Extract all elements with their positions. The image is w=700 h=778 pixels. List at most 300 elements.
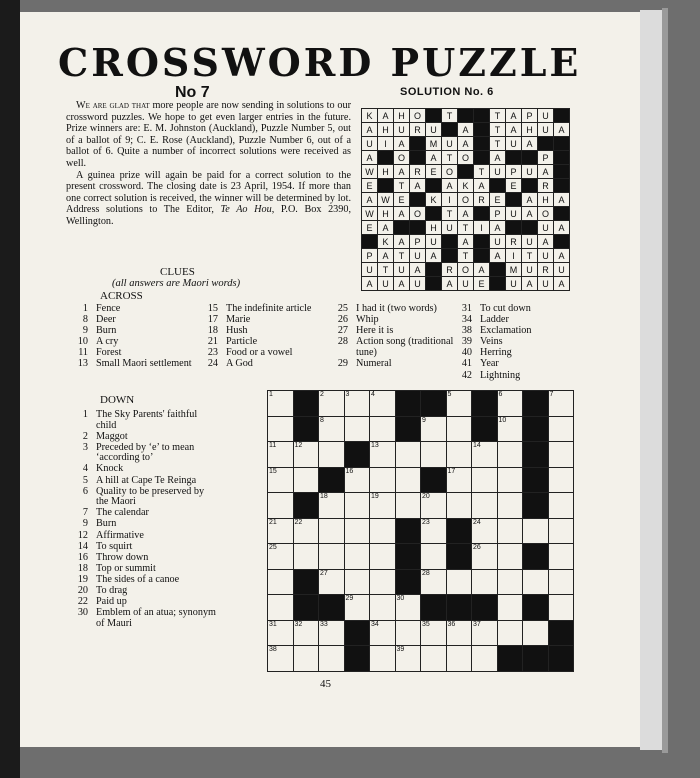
clue-item [326, 315, 461, 326]
clue-number: 27 [337, 325, 348, 337]
grid-cell[interactable] [548, 493, 574, 519]
solution-letter-cell: U [538, 277, 554, 291]
solution-letter-cell: U [410, 249, 426, 263]
clue-number: 11 [78, 347, 88, 359]
clue-text: Marie [226, 314, 251, 326]
grid-cell[interactable] [344, 544, 370, 570]
solution-black-cell [394, 221, 410, 235]
grid-cell[interactable] [319, 442, 345, 468]
clue-item [450, 348, 590, 359]
grid-cell[interactable] [344, 595, 370, 621]
grid-cell[interactable] [446, 391, 472, 417]
grid-cell[interactable] [344, 493, 370, 519]
solution-letter-cell: A [522, 137, 538, 151]
solution-letter-cell: T [474, 165, 490, 179]
solution-letter-cell: A [362, 277, 378, 291]
grid-cell[interactable] [370, 493, 396, 519]
grid-black-cell [293, 416, 319, 442]
grid-cell[interactable] [523, 569, 549, 595]
clue-text: To cut down [480, 303, 531, 314]
solution-letter-cell: E [474, 277, 490, 291]
grid-black-cell [344, 442, 370, 468]
grid-cell[interactable] [446, 442, 472, 468]
grid-cell-number: 31 [269, 620, 277, 628]
grid-black-cell [523, 544, 549, 570]
grid-cell[interactable] [319, 646, 345, 672]
grid-cell[interactable] [548, 544, 574, 570]
solution-letter-cell: A [394, 235, 410, 249]
grid-cell-number: 25 [269, 544, 277, 551]
grid-cell[interactable] [344, 518, 370, 544]
solution-letter-cell: U [506, 137, 522, 151]
solution-letter-cell: R [410, 123, 426, 137]
grid-cell[interactable] [497, 569, 523, 595]
solution-letter-cell: T [442, 109, 458, 123]
clue-item [66, 508, 216, 519]
clue-item [196, 359, 336, 370]
grid-cell[interactable] [395, 595, 421, 621]
grid-cell-number: 15 [269, 467, 277, 475]
clue-item [66, 359, 206, 370]
solution-letter-cell: P [410, 235, 426, 249]
across-heading: ACROSS [100, 290, 143, 302]
grid-black-cell [395, 391, 421, 417]
grid-cell-number: 24 [473, 518, 481, 526]
solution-letter-cell: A [394, 277, 410, 291]
grid-cell[interactable] [370, 391, 396, 417]
grid-cell[interactable] [268, 544, 294, 570]
grid-cell-number: 6 [498, 391, 503, 398]
grid-cell[interactable] [344, 391, 370, 417]
grid-cell-number: 17 [447, 467, 456, 475]
grid-cell[interactable] [370, 544, 396, 570]
grid-black-cell [472, 416, 498, 442]
grid-cell[interactable] [319, 493, 345, 519]
solution-letter-cell: A [442, 179, 458, 193]
grid-cell[interactable] [497, 467, 523, 493]
solution-letter-cell: A [554, 193, 570, 207]
solution-letter-cell: A [554, 221, 570, 235]
grid-black-cell [293, 569, 319, 595]
solution-letter-cell: A [442, 277, 458, 291]
grid-black-cell [395, 569, 421, 595]
across-column-3 [326, 304, 461, 370]
clue-text: I had it (two words) [356, 303, 437, 314]
solution-black-cell [554, 179, 570, 193]
grid-cell[interactable] [497, 595, 523, 621]
grid-cell-number: 10 [498, 416, 507, 424]
grid-cell[interactable] [446, 493, 472, 519]
grid-black-cell [421, 467, 447, 493]
grid-cell-number: 21 [269, 518, 277, 526]
grid-black-cell [293, 595, 319, 621]
solution-letter-cell: K [378, 235, 394, 249]
grid-cell[interactable] [523, 620, 549, 646]
clue-text: Whip [356, 314, 379, 326]
solution-letter-cell: O [458, 151, 474, 165]
solution-letter-cell: O [410, 109, 426, 123]
grid-cell[interactable] [472, 493, 498, 519]
clue-number: 14 [77, 540, 88, 552]
grid-cell[interactable] [319, 391, 345, 417]
solution-letter-cell: R [442, 263, 458, 277]
solution-letter-cell: R [474, 193, 490, 207]
clue-number: 8 [82, 314, 88, 326]
grid-cell-number: 39 [396, 646, 405, 653]
grid-cell[interactable] [395, 620, 421, 646]
grid-cell[interactable] [395, 467, 421, 493]
clue-number: 31 [461, 303, 472, 314]
grid-cell[interactable] [472, 620, 498, 646]
clue-item [196, 304, 336, 315]
solution-letter-cell: U [490, 235, 506, 249]
grid-cell[interactable] [344, 467, 370, 493]
grid-cell[interactable] [497, 416, 523, 442]
solution-letter-cell: P [490, 207, 506, 221]
page-spine-shadow [662, 8, 668, 753]
solution-black-cell [538, 137, 554, 151]
grid-cell[interactable] [472, 569, 498, 595]
grid-cell[interactable] [472, 646, 498, 672]
grid-cell[interactable] [319, 416, 345, 442]
clue-number: 9 [82, 518, 88, 530]
clue-item [66, 519, 216, 530]
clue-item [66, 304, 206, 315]
solution-black-cell [554, 109, 570, 123]
clue-text: Knock [96, 463, 124, 475]
solution-letter-cell: T [522, 249, 538, 263]
grid-cell[interactable] [472, 442, 498, 468]
grid-cell[interactable] [319, 544, 345, 570]
solution-black-cell [362, 235, 378, 249]
solution-letter-cell: K [426, 193, 442, 207]
grid-cell[interactable] [472, 544, 498, 570]
grid-black-cell [421, 595, 447, 621]
solution-black-cell [554, 151, 570, 165]
solution-letter-cell: A [522, 193, 538, 207]
solution-letter-cell: U [362, 263, 378, 277]
clue-text: Deer [96, 314, 116, 326]
grid-cell[interactable] [268, 467, 294, 493]
clue-item [196, 337, 336, 348]
grid-cell[interactable] [421, 442, 447, 468]
grid-cell-number: 38 [269, 646, 277, 653]
across-column-4 [450, 304, 590, 382]
clues-heading: CLUES [160, 266, 195, 278]
grid-cell[interactable] [497, 493, 523, 519]
grid-cell-number: 35 [422, 620, 430, 628]
clue-number: 25 [337, 303, 348, 314]
grid-cell[interactable] [497, 518, 523, 544]
grid-black-cell [523, 646, 549, 672]
solution-letter-cell: O [410, 207, 426, 221]
solution-letter-cell: A [362, 151, 378, 165]
grid-cell-number: 1 [269, 391, 273, 398]
clue-text: Forest [96, 347, 122, 359]
grid-cell-number: 27 [320, 569, 328, 577]
grid-cell-number: 36 [447, 620, 456, 628]
clue-item [66, 531, 216, 542]
clue-number: 22 [77, 596, 88, 608]
solution-black-cell [442, 123, 458, 137]
solution-letter-cell: U [522, 235, 538, 249]
grid-cell[interactable] [421, 493, 447, 519]
clue-text: A cry [96, 336, 119, 348]
solution-letter-cell: U [378, 277, 394, 291]
solution-letter-cell: T [442, 151, 458, 165]
clue-number: 30 [77, 607, 88, 619]
grid-cell[interactable] [395, 493, 421, 519]
solution-letter-cell: W [362, 207, 378, 221]
solution-letter-cell: A [458, 235, 474, 249]
grid-cell[interactable] [293, 518, 319, 544]
clue-item [326, 359, 461, 370]
grid-cell[interactable] [446, 569, 472, 595]
grid-cell[interactable] [446, 467, 472, 493]
grid-black-cell [395, 518, 421, 544]
solution-black-cell [474, 249, 490, 263]
grid-cell[interactable] [446, 620, 472, 646]
clue-text: Maggot [96, 430, 128, 442]
clue-item [326, 337, 461, 358]
grid-cell[interactable] [472, 467, 498, 493]
grid-black-cell [293, 391, 319, 417]
grid-cell-number: 30 [396, 595, 405, 602]
grid-cell[interactable] [395, 442, 421, 468]
grid-black-cell [293, 493, 319, 519]
grid-cell[interactable] [344, 416, 370, 442]
grid-cell[interactable] [370, 416, 396, 442]
grid-cell[interactable] [446, 646, 472, 672]
solution-letter-cell: A [362, 193, 378, 207]
clue-text: Throw down [96, 551, 149, 563]
solution-letter-cell: R [538, 179, 554, 193]
grid-cell[interactable] [548, 569, 574, 595]
solution-letter-cell: I [474, 221, 490, 235]
solution-black-cell [490, 263, 506, 277]
grid-cell[interactable] [421, 620, 447, 646]
grid-cell[interactable] [268, 620, 294, 646]
solution-letter-cell: O [458, 263, 474, 277]
grid-cell[interactable] [446, 416, 472, 442]
grid-cell[interactable] [497, 391, 523, 417]
down-column [66, 410, 216, 630]
grid-cell[interactable] [548, 442, 574, 468]
solution-letter-cell: A [410, 179, 426, 193]
solution-black-cell [474, 109, 490, 123]
grid-cell[interactable] [370, 518, 396, 544]
grid-cell[interactable] [548, 467, 574, 493]
solution-letter-cell: A [506, 123, 522, 137]
solution-letter-cell: T [378, 263, 394, 277]
grid-cell[interactable] [497, 442, 523, 468]
solution-letter-cell: U [394, 123, 410, 137]
grid-cell[interactable] [268, 595, 294, 621]
intro-text [66, 100, 351, 228]
grid-cell[interactable] [268, 518, 294, 544]
grid-cell[interactable] [421, 518, 447, 544]
clue-item [66, 542, 216, 553]
clue-number: 12 [77, 529, 88, 541]
grid-cell[interactable] [548, 391, 574, 417]
solution-letter-cell: A [394, 165, 410, 179]
grid-cell[interactable] [268, 416, 294, 442]
grid-cell[interactable] [370, 646, 396, 672]
solution-letter-cell: P [506, 165, 522, 179]
grid-cell[interactable] [293, 620, 319, 646]
solution-black-cell [426, 207, 442, 221]
clue-item [66, 575, 216, 586]
grid-cell[interactable] [523, 518, 549, 544]
solution-letter-cell: A [378, 249, 394, 263]
clue-number: 3 [82, 441, 88, 453]
grid-cell-number: 14 [473, 442, 481, 449]
grid-cell[interactable] [370, 467, 396, 493]
grid-cell[interactable] [370, 569, 396, 595]
clue-number: 29 [337, 357, 348, 369]
clue-text: The Sky Parents' faithful child [96, 409, 198, 431]
solution-letter-cell: E [394, 193, 410, 207]
solution-letter-cell: A [458, 207, 474, 221]
grid-cell[interactable] [421, 569, 447, 595]
grid-cell[interactable] [395, 646, 421, 672]
solution-letter-cell: U [394, 263, 410, 277]
clue-item [66, 476, 216, 487]
solution-letter-cell: U [442, 221, 458, 235]
intro-lead: We are glad that [76, 100, 150, 111]
solution-letter-cell: E [506, 179, 522, 193]
grid-cell-number: 2 [320, 391, 324, 398]
solution-letter-cell: U [442, 137, 458, 151]
grid-cell[interactable] [319, 620, 345, 646]
solution-black-cell [554, 165, 570, 179]
solution-black-cell [522, 151, 538, 165]
solution-black-cell [426, 179, 442, 193]
grid-cell[interactable] [421, 646, 447, 672]
grid-cell-number: 26 [473, 544, 481, 551]
solution-black-cell [458, 109, 474, 123]
solution-letter-cell: U [538, 249, 554, 263]
grid-cell[interactable] [293, 467, 319, 493]
grid-cell[interactable] [497, 620, 523, 646]
clue-text: A hill at Cape Te Reinga [96, 474, 197, 486]
solution-black-cell [506, 193, 522, 207]
grid-cell-number: 13 [371, 442, 379, 449]
grid-cell[interactable] [421, 416, 447, 442]
clue-item [66, 564, 216, 575]
grid-cell[interactable] [268, 391, 294, 417]
grid-cell-number: 28 [422, 569, 430, 577]
clue-number: 2 [82, 430, 88, 442]
solution-letter-cell: E [490, 193, 506, 207]
clue-number: 42 [461, 369, 472, 381]
solution-letter-cell: H [538, 193, 554, 207]
grid-cell[interactable] [370, 442, 396, 468]
grid-cell[interactable] [268, 569, 294, 595]
clue-item [66, 348, 206, 359]
grid-cell[interactable] [548, 518, 574, 544]
grid-black-cell [421, 391, 447, 417]
solution-letter-cell: P [522, 109, 538, 123]
clue-item [196, 348, 336, 359]
grid-cell[interactable] [268, 442, 294, 468]
solution-letter-cell: A [394, 207, 410, 221]
grid-cell-number: 37 [473, 620, 481, 628]
clue-text: To squirt [96, 540, 133, 552]
clue-number: 4 [82, 463, 88, 475]
solution-black-cell [554, 207, 570, 221]
grid-cell-number: 16 [345, 467, 354, 475]
clue-number: 18 [207, 325, 218, 337]
solution-letter-cell: T [394, 249, 410, 263]
clue-number: 9 [82, 325, 88, 337]
grid-cell[interactable] [319, 518, 345, 544]
intro-paragraph-1 [66, 100, 351, 170]
solution-black-cell [506, 151, 522, 165]
clue-text: Fence [96, 303, 121, 314]
grid-cell[interactable] [293, 646, 319, 672]
grid-black-cell [319, 467, 345, 493]
solution-black-cell [522, 221, 538, 235]
clue-item [66, 608, 216, 629]
clue-item [326, 304, 461, 315]
solution-black-cell [426, 109, 442, 123]
solution-letter-cell: U [506, 277, 522, 291]
solution-letter-cell: P [538, 151, 554, 165]
solution-letter-cell: E [362, 179, 378, 193]
solution-letter-cell: H [522, 123, 538, 137]
solution-black-cell [506, 221, 522, 235]
down-heading: DOWN [100, 394, 135, 406]
grid-cell[interactable] [344, 569, 370, 595]
clue-item [450, 304, 590, 315]
solution-black-cell [442, 249, 458, 263]
solution-letter-cell: H [378, 165, 394, 179]
solution-letter-cell: A [426, 249, 442, 263]
grid-cell[interactable] [421, 544, 447, 570]
solution-letter-cell: H [378, 207, 394, 221]
grid-cell-number: 8 [320, 416, 324, 424]
clue-number: 15 [207, 303, 218, 314]
solution-letter-cell: H [426, 221, 442, 235]
across-column-1 [66, 304, 206, 371]
grid-black-cell [446, 518, 472, 544]
grid-cell[interactable] [370, 595, 396, 621]
grid-cell[interactable] [472, 518, 498, 544]
grid-cell[interactable] [548, 416, 574, 442]
solution-letter-cell: M [426, 137, 442, 151]
grid-cell[interactable] [293, 442, 319, 468]
solution-letter-cell: W [362, 165, 378, 179]
grid-cell[interactable] [268, 493, 294, 519]
solution-letter-cell: I [442, 193, 458, 207]
grid-cell[interactable] [548, 595, 574, 621]
grid-cell-number: 3 [345, 391, 350, 398]
grid-cell[interactable] [497, 544, 523, 570]
solution-letter-cell: A [490, 249, 506, 263]
clue-text: Veins [480, 336, 503, 348]
grid-cell[interactable] [319, 569, 345, 595]
grid-cell[interactable] [268, 646, 294, 672]
solution-black-cell [410, 137, 426, 151]
grid-cell[interactable] [370, 620, 396, 646]
grid-cell[interactable] [293, 544, 319, 570]
grid-black-cell [395, 544, 421, 570]
grid-black-cell [395, 416, 421, 442]
solution-black-cell [410, 151, 426, 165]
clue-text: Emblem of an atua; synonym of Mauri [96, 607, 216, 629]
magazine-name: Te Ao Hou [220, 204, 272, 216]
